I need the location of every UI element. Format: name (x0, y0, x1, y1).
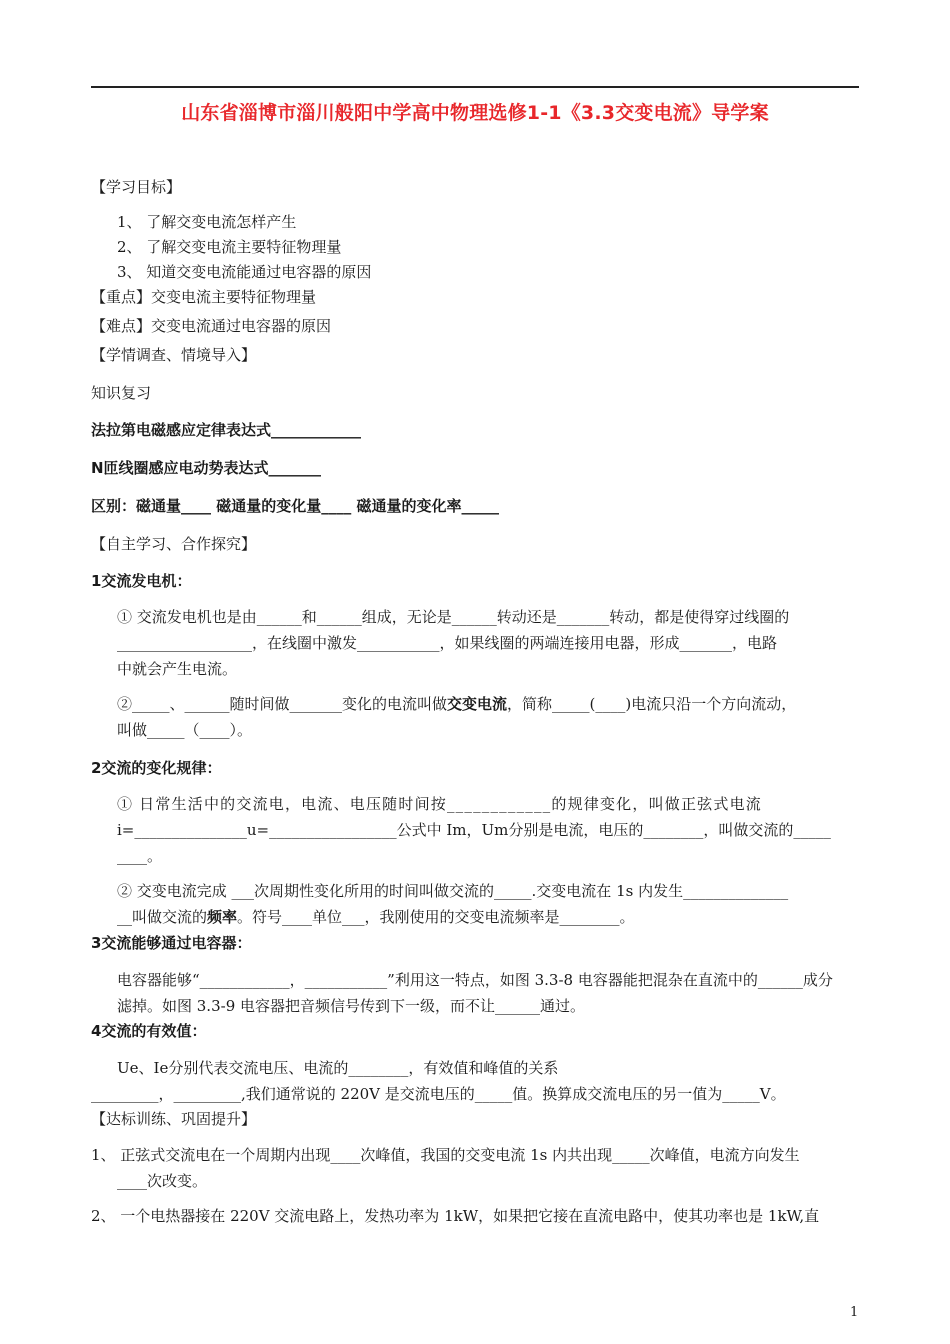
practice-question: 1、 正弦式交流电在一个周期内出现____次峰值，我国的交变电流 1s 内共出现_____次峰值，电流方向发生 (91, 1146, 800, 1164)
objective-item: 2、 了解交变电流主要特征物理量 (117, 238, 342, 256)
objectives-heading: 【学习目标】 (91, 178, 182, 196)
capacitor-text: 电容器能够“____________，___________”利用这一特点，如图 3.3-8 电容器能把混杂在直流中的______成分 (117, 971, 833, 989)
review-heading: 知识复习 (91, 384, 152, 402)
ac-definition (117, 694, 796, 714)
intro-heading: 【学情调查、情境导入】 (91, 346, 257, 364)
header-rule (91, 86, 859, 88)
effective-value-text: _________，_________,我们通常说的 220V 是交流电压的_____值。换算成交流电压的另一值为_____V。 (91, 1085, 786, 1103)
section-heading: 2交流的变化规律： (91, 759, 222, 777)
dc-definition: 叫做_____（____）。 (117, 721, 253, 739)
sine-text: ① 日常生活中的交流电，电流、电压随时间按____________的规律变化，叫做正弦式电流 (117, 795, 762, 813)
generator-text: __________________，在线圈中激发___________，如果线圈的两端连接用电器，形成_______，电路 (117, 634, 778, 652)
generator-text: 中就会产生电流。 (117, 660, 238, 678)
period-text: ② 交变电流完成 ___次周期性变化所用的时间叫做交流的_____.交变电流在 1s 内发生______________ (117, 882, 789, 900)
page-number: 1 (850, 1305, 859, 1320)
sine-text: ____。 (117, 847, 163, 865)
difficulty: 【难点】交变电流通过电容器的原因 (91, 317, 332, 335)
capacitor-text: 滤掉。如图 3.3-9 电容器把音频信号传到下一级，而不让______通过。 (117, 997, 586, 1015)
key-point: 【重点】交变电流主要特征物理量 (91, 288, 317, 306)
frequency-post: 。符号____单位___，我刚使用的交变电流频率是________。 (237, 908, 635, 926)
section-heading: 4交流的有效值： (91, 1022, 207, 1040)
practice-heading: 【达标训练、巩固提升】 (91, 1110, 257, 1128)
frequency-pre: __叫做交流的 (117, 908, 208, 926)
sine-text: i=_______________u=_________________公式中 Im，Um分别是电流，电压的________，叫做交流的_____ (117, 821, 831, 839)
ac-definition-pre: ②_____、______随时间做_______变化的电流叫做 (117, 695, 448, 713)
objective-item: 1、 了解交变电流怎样产生 (117, 213, 297, 231)
n-coil-emf-line: N匝线圈感应电动势表达式_______ (91, 459, 322, 477)
effective-value-text: Ue、Ie分别代表交流电压、电流的________，有效值和峰值的关系 (117, 1059, 559, 1077)
generator-text: ① 交流发电机也是由______和______组成，无论是______转动还是_______转动，都是使得穿过线圈的 (117, 608, 790, 626)
practice-question: 2、 一个电热器接在 220V 交流电路上，发热功率为 1kW，如果把它接在直流电路中，使其功率也是 1kW,直 (91, 1207, 820, 1225)
flux-difference-line: 区别：磁通量____ 磁通量的变化量____ 磁通量的变化率_____ (91, 497, 499, 515)
page-title: 山东省淄博市淄川般阳中学高中物理选修1-1《3.3交变电流》导学案 (181, 102, 769, 124)
faraday-law-line: 法拉第电磁感应定律表达式____________ (91, 421, 362, 439)
section-heading: 3交流能够通过电容器： (91, 934, 252, 952)
explore-heading: 【自主学习、合作探究】 (91, 535, 257, 553)
ac-definition-post: ，简称_____(____)电流只沿一个方向流动， (507, 695, 797, 713)
ac-term: 交变电流 (447, 695, 508, 713)
frequency-text (117, 907, 635, 927)
practice-question: ____次改变。 (117, 1172, 208, 1190)
objective-item: 3、 知道交变电流能通过电容器的原因 (117, 263, 372, 281)
section-heading: 1交流发电机： (91, 572, 192, 590)
frequency-term: 频率 (207, 908, 238, 926)
